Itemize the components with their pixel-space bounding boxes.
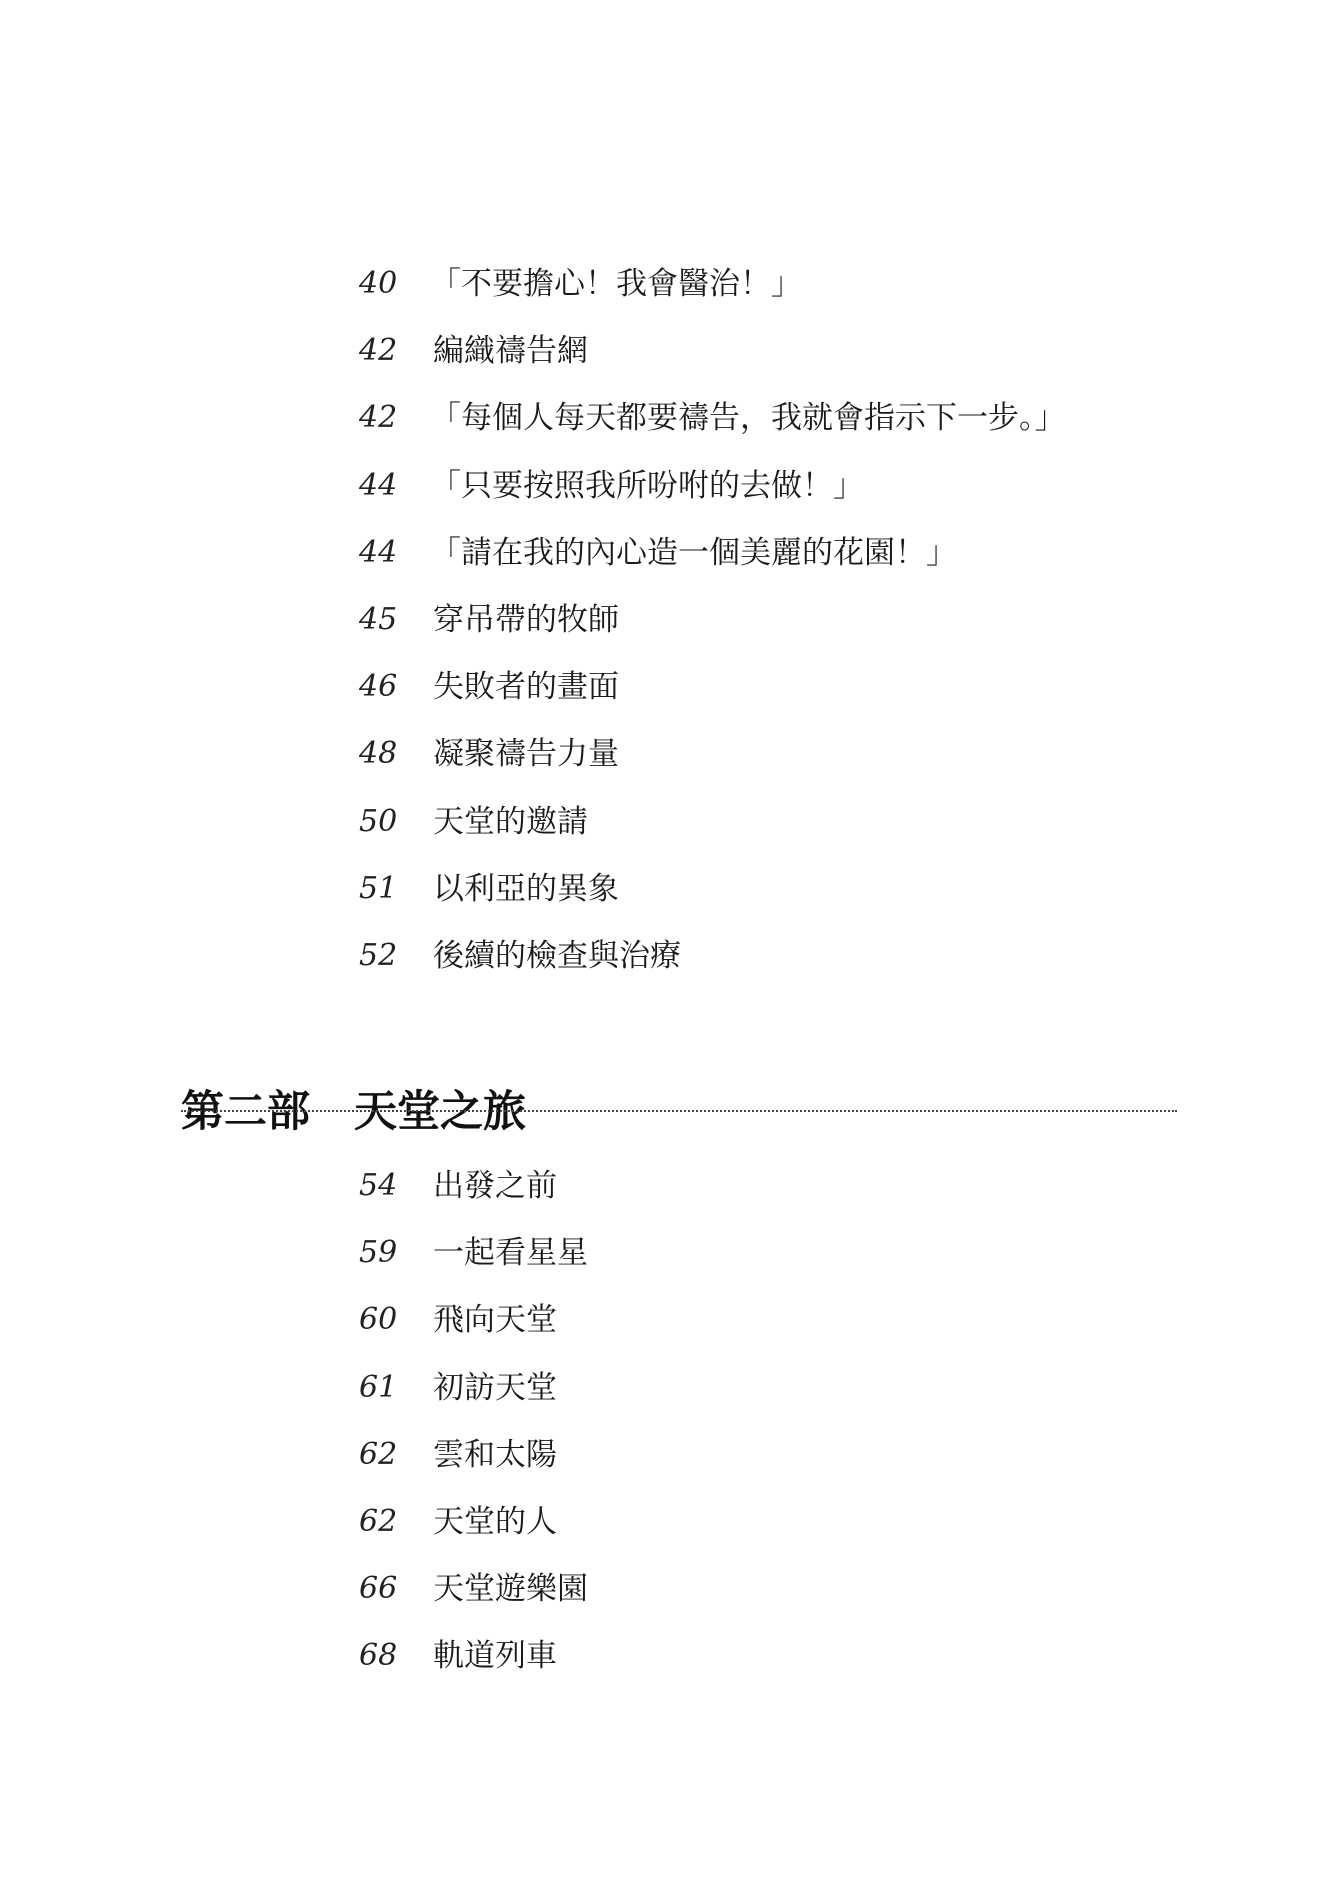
- entry-title: 飛向天堂: [433, 1302, 557, 1339]
- toc-entry[interactable]: [0, 1492, 1342, 1559]
- entry-title: 編織禱告網: [433, 333, 588, 370]
- toc-entry[interactable]: [0, 926, 1342, 993]
- entry-title: 初訪天堂: [433, 1369, 557, 1406]
- page-number: 61: [359, 1369, 398, 1405]
- page-number: 51: [359, 870, 398, 906]
- page-number: 60: [359, 1302, 398, 1338]
- page-number: 40: [359, 266, 398, 301]
- toc-entry[interactable]: [0, 1223, 1342, 1290]
- entry-title: 「不要擔心！我會醫治！」: [430, 266, 802, 302]
- toc-entry[interactable]: [0, 1358, 1342, 1425]
- entry-title: 以利亞的異象: [433, 870, 619, 907]
- toc-entry[interactable]: [0, 1425, 1342, 1492]
- toc-entry[interactable]: [0, 792, 1342, 859]
- entry-title: 軌道列車: [433, 1638, 557, 1675]
- page-number: 44: [359, 467, 398, 503]
- toc-entry[interactable]: [0, 1559, 1342, 1626]
- page-number: 62: [359, 1503, 398, 1539]
- entry-title: 失敗者的畫面: [433, 669, 619, 706]
- toc-entry[interactable]: [0, 456, 1342, 523]
- entry-title: 出發之前: [433, 1168, 557, 1204]
- toc-entry[interactable]: [0, 1626, 1342, 1693]
- page-number: 68: [359, 1638, 398, 1674]
- entry-title: 凝聚禱告力量: [433, 736, 619, 773]
- page-number: 52: [359, 937, 398, 973]
- entry-title: 天堂的邀請: [433, 803, 588, 840]
- page-number: 42: [359, 333, 398, 369]
- page-number: 48: [359, 736, 398, 772]
- section-name: 天堂之旅: [354, 1086, 526, 1137]
- toc-entry[interactable]: [0, 859, 1342, 926]
- toc-entry[interactable]: [0, 254, 1342, 321]
- toc-entry[interactable]: [0, 590, 1342, 657]
- toc-entry[interactable]: [0, 657, 1342, 724]
- page-number: 59: [359, 1235, 398, 1271]
- toc-list-part-one-end: [0, 254, 1342, 993]
- entry-title: 「每個人每天都要禱告，我就會指示下一步。」: [430, 400, 1066, 437]
- entry-title: 「請在我的內心造一個美麗的花園！」: [430, 534, 957, 571]
- toc-entry[interactable]: [0, 1290, 1342, 1357]
- entry-title: 天堂遊樂園: [433, 1571, 588, 1608]
- page-number: 46: [359, 669, 398, 705]
- entry-title: 一起看星星: [433, 1235, 588, 1272]
- toc-entry[interactable]: [0, 321, 1342, 388]
- entry-title: 「只要按照我所吩咐的去做！」: [430, 467, 864, 504]
- toc-entry[interactable]: [0, 388, 1342, 455]
- page-number: 62: [359, 1436, 398, 1472]
- toc-entry[interactable]: [0, 1156, 1342, 1223]
- entry-title: 後續的檢查與治療: [433, 937, 681, 974]
- page-number: 42: [359, 400, 398, 436]
- page-number: 54: [359, 1168, 398, 1203]
- entry-title: 穿吊帶的牧師: [433, 601, 619, 638]
- page-number: 45: [359, 601, 398, 637]
- page-number: 66: [359, 1571, 398, 1607]
- entry-title: 天堂的人: [433, 1503, 557, 1540]
- section-divider: [181, 1110, 1177, 1112]
- toc-list-part-two: [0, 1156, 1342, 1694]
- page-number: 44: [359, 534, 398, 570]
- page-number: 50: [359, 803, 398, 839]
- section-label: 第二部: [181, 1086, 310, 1137]
- toc-entry[interactable]: [0, 724, 1342, 791]
- toc-entry[interactable]: [0, 523, 1342, 590]
- entry-title: 雲和太陽: [433, 1436, 557, 1473]
